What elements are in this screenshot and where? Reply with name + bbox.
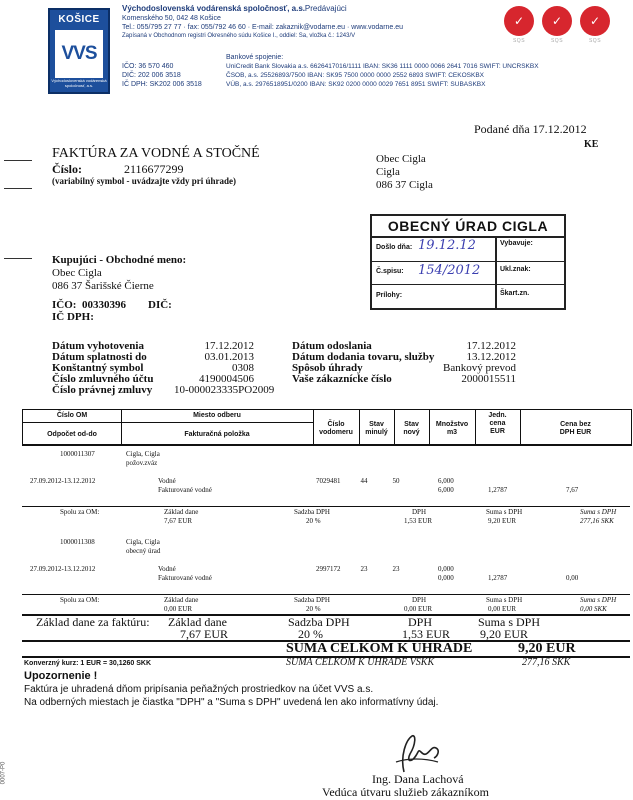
fold-mark bbox=[4, 258, 32, 259]
item-new-state: 50 bbox=[392, 477, 400, 485]
detail-label: Spôsob úhrady bbox=[292, 362, 363, 374]
om-total-vat: 9,20 EUR bbox=[488, 517, 516, 525]
stamp-file-label: Č.spisu: bbox=[376, 268, 404, 275]
item-om-number: 1000011307 bbox=[60, 450, 95, 458]
certification-seal-icon: ✓ bbox=[504, 6, 534, 36]
grand-total-label: SUMA CELKOM K ÚHRADE bbox=[286, 641, 473, 656]
bank-line-1: UniCredit Bank Slovakia a.s. 6626417016/1111 IBAN: SK36 1111 0000 0066 2641 7016 SWIFT: UNCRSKBX bbox=[226, 63, 539, 70]
item-name: Vodné bbox=[158, 477, 176, 485]
stamp-shred-label: Škart.zn. bbox=[500, 290, 530, 297]
om-skk-label: Suma s DPH bbox=[580, 596, 617, 604]
buyer-name: Obec Cigla bbox=[52, 267, 102, 279]
detail-label: Dátum odoslania bbox=[292, 340, 372, 352]
logo-monogram: VVS bbox=[55, 30, 103, 78]
stamp-handler-label: Vybavuje: bbox=[500, 240, 533, 247]
invoice-rate-label: Sadzba DPH bbox=[288, 615, 350, 629]
om-skk: 277,16 SKK bbox=[580, 517, 614, 525]
certification-seal-icon: ✓ bbox=[542, 6, 572, 36]
detail-label: Dátum vyhotovenia bbox=[52, 340, 144, 352]
items-table-header bbox=[22, 409, 632, 446]
item-period: 27.09.2012-13.12.2012 bbox=[30, 477, 96, 485]
stamp-file-number: 154/2012 bbox=[418, 263, 481, 278]
buyer-address: 086 37 Šarišské Čierne bbox=[52, 280, 154, 292]
company-ico: IČO: 36 570 460 bbox=[122, 63, 174, 70]
om-rate: 20 % bbox=[306, 605, 321, 613]
col-header-price: Jedn. cena EUR bbox=[488, 412, 507, 435]
item-price: 1,2787 bbox=[488, 574, 508, 582]
item-old-state: 23 bbox=[360, 565, 368, 573]
company-dic: DIČ: 202 006 3518 bbox=[122, 72, 181, 79]
item-place: Cigla, Cigla bbox=[126, 538, 160, 546]
item-subname: Fakturované vodné bbox=[158, 574, 212, 582]
detail-value: 17.12.2012 bbox=[204, 340, 254, 352]
item-qty: 6,000 bbox=[438, 477, 454, 485]
om-vat: 1,53 EUR bbox=[404, 517, 432, 525]
item-price: 1,2787 bbox=[488, 486, 508, 494]
item-new-state: 23 bbox=[392, 565, 400, 573]
item-amount: 7,67 bbox=[566, 486, 579, 494]
item-qty: 6,000 bbox=[438, 486, 454, 494]
invoice-number: 2116677299 bbox=[124, 162, 184, 176]
cert-label: SQS bbox=[512, 38, 526, 44]
item-period: 27.09.2012-13.12.2012 bbox=[30, 565, 96, 573]
recipient-line: Cigla bbox=[376, 166, 400, 178]
seller-label: - Predávajúci bbox=[300, 4, 347, 13]
stamp-attachments-label: Prílohy: bbox=[376, 292, 403, 299]
item-qty: 0,000 bbox=[438, 574, 454, 582]
col-header-amount: Cena bez DPH EUR bbox=[559, 421, 592, 436]
invoice-total-vat: 9,20 EUR bbox=[480, 627, 528, 641]
company-icdph: IČ DPH: SK202 006 3518 bbox=[122, 81, 202, 88]
item-om-number: 1000011308 bbox=[60, 538, 95, 546]
cert-label: SQS bbox=[588, 38, 602, 44]
detail-value: 03.01.2013 bbox=[204, 351, 254, 363]
om-skk-label: Suma s DPH bbox=[580, 508, 617, 516]
buyer-dic-label: DIČ: bbox=[148, 299, 172, 311]
conversion-rate: Konverzný kurz: 1 EUR = 30,1260 SKK bbox=[24, 660, 152, 667]
fold-mark bbox=[4, 160, 32, 161]
col-header-qty: Množstvo m3 bbox=[435, 421, 469, 436]
submitted-date: Podané dňa 17.12.2012 bbox=[474, 122, 587, 136]
om-base: 0,00 EUR bbox=[164, 605, 192, 613]
notice-title: Upozornenie ! bbox=[24, 670, 98, 682]
company-logo bbox=[48, 8, 110, 94]
fold-mark bbox=[4, 188, 32, 189]
item-place: obecný úrad bbox=[126, 547, 161, 555]
om-base-label: Základ dane bbox=[164, 508, 199, 516]
stamp-storage-label: Ukl.znak: bbox=[500, 266, 531, 273]
col-header-place: Miesto odberu bbox=[193, 412, 241, 419]
detail-value: 13.12.2012 bbox=[466, 351, 516, 363]
item-subname: Fakturované vodné bbox=[158, 486, 212, 494]
detail-label: Číslo zmluvného účtu bbox=[52, 373, 154, 385]
item-old-state: 44 bbox=[360, 477, 368, 485]
invoice-base: 7,67 EUR bbox=[180, 627, 228, 641]
buyer-label: Kupujúci - Obchodné meno: bbox=[52, 254, 187, 266]
item-amount: 0,00 bbox=[566, 574, 579, 582]
company-name: Východoslovenská vodárenská spoločnosť, a.s. bbox=[122, 4, 306, 13]
bank-line-2: ČSOB, a.s. 25526893/7500 IBAN: SK95 7500 0000 0000 2552 6893 SWIFT: CEKOSKBX bbox=[226, 72, 484, 79]
invoice-vat-label: DPH bbox=[408, 615, 433, 629]
recipient-line: Obec Cigla bbox=[376, 153, 426, 165]
om-total-vat-label: Suma s DPH bbox=[486, 508, 523, 516]
col-header-period: Odpočet od-do bbox=[47, 431, 97, 438]
stamp-received-label: Došlo dňa: bbox=[376, 244, 413, 251]
om-vat-label: DPH bbox=[412, 596, 427, 604]
buyer-icdph-label: IČ DPH: bbox=[52, 311, 94, 323]
om-total-label: Spolu za OM: bbox=[60, 596, 100, 604]
invoice-title: FAKTÚRA ZA VODNÉ A STOČNÉ bbox=[52, 146, 260, 161]
logo-circle-text: Východoslovenská vodárenská spoločnosť, a.s. bbox=[51, 78, 107, 88]
col-header-meter: Číslo vodomeru bbox=[319, 421, 353, 436]
col-header-old: Stav minulý bbox=[365, 421, 388, 436]
col-header-new: Stav nový bbox=[403, 421, 420, 436]
logo-word: KOŠICE bbox=[58, 14, 100, 25]
detail-label: Dátum dodania tovaru, služby bbox=[292, 351, 435, 363]
detail-label: Konštantný symbol bbox=[52, 362, 144, 374]
item-qty: 0,000 bbox=[438, 565, 454, 573]
invoice-total-vat-label: Suma s DPH bbox=[478, 615, 541, 629]
om-rate: 20 % bbox=[306, 517, 321, 525]
company-register: Zapísaná v Obchodnom registri Okresného súdu Košice I., oddiel: Sa, vložka č.: 1243/V bbox=[122, 33, 356, 39]
bank-line-3: VÚB, a.s. 2976518951/0200 IBAN: SK92 0200 0000 0029 7651 8951 SWIFT: SUBASKBX bbox=[226, 81, 486, 88]
grand-total-skk: 277,16 SKK bbox=[522, 657, 571, 668]
om-base: 7,67 EUR bbox=[164, 517, 192, 525]
office-stamp bbox=[370, 214, 566, 310]
om-base-label: Základ dane bbox=[164, 596, 199, 604]
recipient-line: 086 37 Cigla bbox=[376, 179, 433, 191]
cert-label: SQS bbox=[550, 38, 564, 44]
invoice-base-label: Základ dane bbox=[168, 615, 227, 629]
invoice-base-total-label: Základ dane za faktúru: bbox=[36, 615, 150, 629]
buyer-ico-label: IČO: bbox=[52, 299, 77, 311]
company-address: Komenského 50, 042 48 Košice bbox=[122, 15, 221, 22]
grand-total-skk-label: SUMA CELKOM K ÚHRADE VSKK bbox=[286, 657, 435, 668]
detail-value: 0308 bbox=[232, 362, 254, 374]
grand-total: 9,20 EUR bbox=[518, 641, 576, 656]
item-place: Cigla, Cigla bbox=[126, 450, 160, 458]
certification-seal-icon: ✓ bbox=[580, 6, 610, 36]
om-vat-label: DPH bbox=[412, 508, 427, 516]
signatory-name: Ing. Dana Lachová bbox=[372, 772, 464, 786]
notice-line-2: Na odberných miestach je čiastka "DPH" a "Suma s DPH" uvedená len ako informatívny údaj. bbox=[24, 697, 439, 708]
detail-label: Číslo právnej zmluvy bbox=[52, 384, 153, 396]
stamp-title: OBECNÝ ÚRAD CIGLA bbox=[372, 216, 564, 238]
col-header-om: Číslo OM bbox=[56, 412, 88, 419]
side-code: 0007-P0 bbox=[0, 761, 7, 785]
stamp-received-date: 19.12.12 bbox=[418, 238, 476, 253]
detail-value: 17.12.2012 bbox=[466, 340, 516, 352]
detail-value: Bankový prevod bbox=[442, 362, 516, 374]
item-name: Vodné bbox=[158, 565, 176, 573]
detail-label: Vaše zákaznícke číslo bbox=[292, 373, 392, 385]
notice-line-1: Faktúra je uhradená dňom pripísania peňažných prostriedkov na účet VVS a.s. bbox=[24, 684, 374, 695]
detail-value: 2000015511 bbox=[461, 373, 516, 385]
company-contact: Tel.: 055/795 27 77 · fax: 055/792 46 60 · E-mail: zakaznik@vodarne.eu · www.vodarne.eu bbox=[122, 24, 404, 31]
item-meter: 2997172 bbox=[316, 565, 341, 573]
signatory-role: Vedúca útvaru služieb zákazníkom bbox=[322, 785, 489, 799]
om-skk: 0,00 SKK bbox=[580, 605, 607, 613]
region-code: KE bbox=[584, 139, 599, 150]
detail-value: 4190004506 bbox=[199, 373, 254, 385]
detail-value: 10-000023335PO2009 bbox=[174, 384, 275, 396]
invoice-vat: 1,53 EUR bbox=[402, 627, 450, 641]
detail-label: Dátum splatnosti do bbox=[52, 351, 147, 363]
om-total-vat: 0,00 EUR bbox=[488, 605, 516, 613]
om-total-vat-label: Suma s DPH bbox=[486, 596, 523, 604]
item-meter: 7029481 bbox=[316, 477, 341, 485]
om-rate-label: Sadzba DPH bbox=[294, 508, 330, 516]
bank-title: Bankové spojenie: bbox=[226, 54, 284, 61]
buyer-ico: 00330396 bbox=[82, 299, 126, 311]
invoice-rate: 20 % bbox=[298, 627, 323, 641]
variable-symbol-note: (variabilný symbol - uvádzajte vždy pri úhrade) bbox=[52, 176, 237, 186]
item-place: požov.zváz bbox=[126, 459, 158, 467]
om-total-label: Spolu za OM: bbox=[60, 508, 100, 516]
om-rate-label: Sadzba DPH bbox=[294, 596, 330, 604]
col-header-item: Fakturačná položka bbox=[184, 431, 250, 438]
om-vat: 0,00 EUR bbox=[404, 605, 432, 613]
invoice-number-label: Číslo: bbox=[52, 162, 82, 176]
